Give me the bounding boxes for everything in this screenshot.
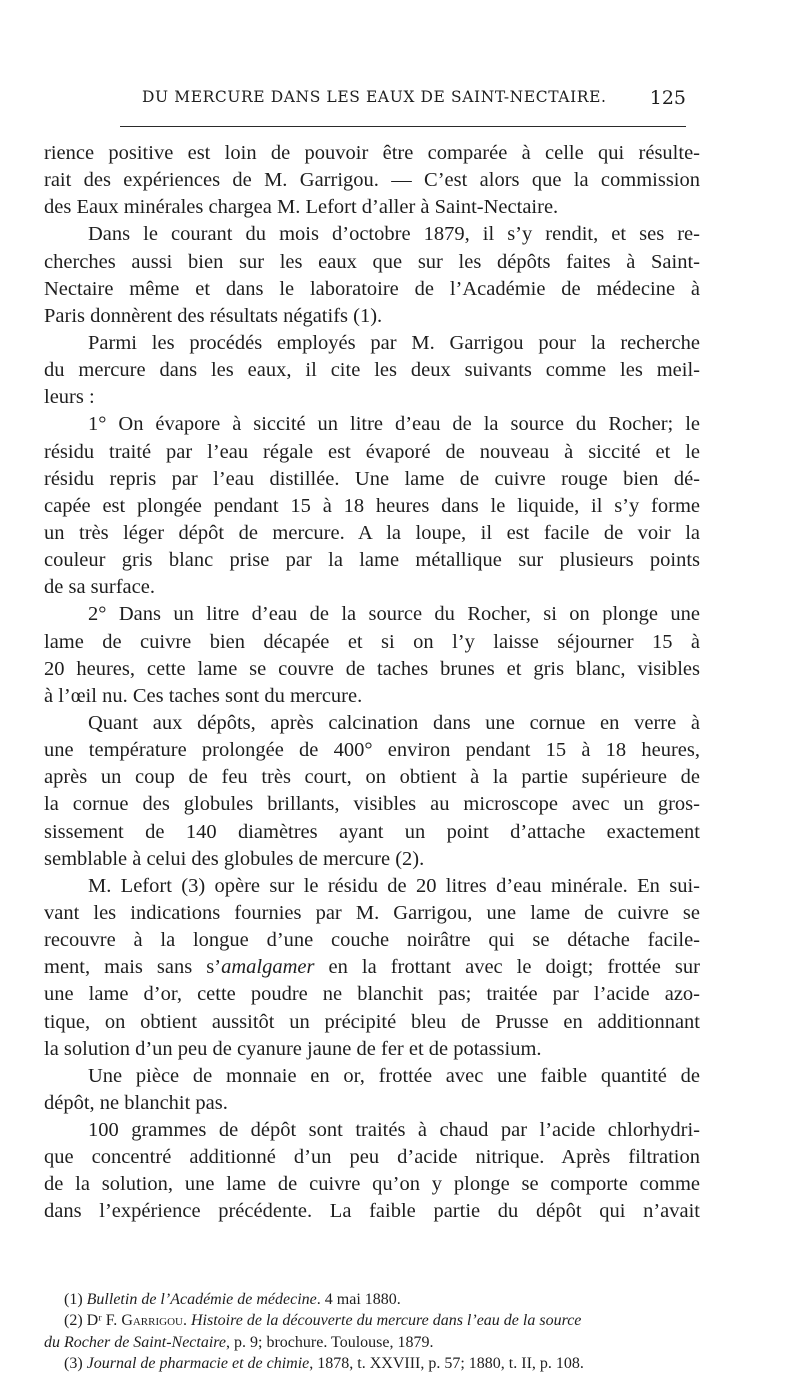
text-line: Nectaire même et dans le laboratoire de l’Académie de médecine à [44, 277, 700, 300]
text-line: Une pièce de monnaie en or, frottée avec une faible quantité de [88, 1064, 700, 1087]
text-line: capée est plongée pendant 15 à 18 heures dans le liquide, il s’y forme [44, 494, 700, 517]
text-line: recouvre à la longue d’une couche noirâtre qui se détache facile- [44, 929, 700, 952]
footnote-title: Bulletin de l’Académie de médecine [86, 1291, 317, 1308]
text-line: 2° Dans un litre d’eau de la source du Rocher, si on plonge une [88, 603, 700, 626]
text-line: résidu repris par l’eau distillée. Une lame de cuivre rouge bien dé- [44, 467, 700, 490]
footnote-author-prefix: Dʳ F. [86, 1312, 122, 1330]
footnote-2-continued [44, 1332, 700, 1353]
running-title: DU MERCURE DANS LES EAUX DE SAINT-NECTAIRE. [142, 88, 607, 106]
text-segment: en la frottant avec le doigt; frottée sur [314, 956, 700, 979]
text-line: résidu traité par l’eau régale est évaporé de nouveau à siccité et le [44, 440, 700, 463]
text-line: à l’œil nu. Ces taches sont du mercure. [44, 684, 363, 707]
text-line: que concentré additionné d’un peu d’acide nitrique. Après filtration [44, 1146, 700, 1169]
page-header [120, 88, 686, 114]
text-line: rait des expériences de M. Garrigou. — C’est alors que la commission [44, 169, 700, 192]
footnote-number: (3) [64, 1354, 87, 1372]
text-line: la solution d’un peu de cyanure jaune de fer et de potassium. [44, 1037, 542, 1060]
text-line: couleur gris blanc prise par la lame métallique sur plusieurs points [44, 549, 700, 572]
page-number: 125 [649, 87, 686, 109]
text-line: sissement de 140 diamètres ayant un point d’attache exactement [44, 820, 700, 843]
text-line: dans l’expérience précédente. La faible partie du dépôt qui n’avait [44, 1200, 700, 1223]
footnote-text: , p. 9; brochure. Toulouse, 1879. [226, 1333, 434, 1351]
text-line: semblable à celui des globules de mercure (2). [44, 847, 425, 870]
text-line: la cornue des globules brillants, visibles au microscope avec un gros- [44, 793, 700, 816]
text-line: M. Lefort (3) opère sur le résidu de 20 litres d’eau minérale. En sui- [88, 874, 700, 897]
text-line: un très léger dépôt de mercure. A la loupe, il est facile de voir la [44, 521, 700, 544]
text-line: Paris donnèrent des résultats négatifs (1). [44, 304, 383, 327]
text-line: une lame d’or, cette poudre ne blanchit pas; traitée par l’acide azo- [44, 983, 700, 1006]
text-line: leurs : [44, 386, 95, 409]
text-line: cherches aussi bien sur les eaux que sur les dépôts faites à Saint- [44, 250, 700, 273]
footnote-author: Garrigou [121, 1312, 183, 1330]
text-line: lame de cuivre bien décapée et si on l’y laisse séjourner 15 à [44, 630, 700, 653]
text-line: après un coup de feu très court, on obtient à la partie supérieure de [44, 766, 700, 789]
text-line: une température prolongée de 400° environ pendant 15 à 18 heures, [44, 739, 700, 762]
text-line: de sa surface. [44, 576, 155, 599]
text-line: Dans le courant du mois d’octobre 1879, il s’y rendit, et ses re- [88, 223, 700, 246]
text-line [44, 954, 700, 981]
footnote-number: (2) [64, 1312, 87, 1330]
footnote-text: , 1878, t. XXVIII, p. 57; 1880, t. II, p. 108. [309, 1354, 584, 1372]
text-line: tique, on obtient aussitôt un précipité bleu de Prusse en additionnant [44, 1010, 700, 1033]
body-text [44, 140, 700, 1226]
text-line: 20 heures, cette lame se couvre de taches brunes et gris blanc, visibles [44, 657, 700, 680]
footnote-text: . 4 mai 1880. [316, 1291, 401, 1308]
text-line: dépôt, ne blanchit pas. [44, 1091, 228, 1114]
footnote-title: Histoire de la découverte du mercure dans l’eau de la source [190, 1312, 582, 1330]
text-line: rience positive est loin de pouvoir être comparée à celle qui résulte- [44, 142, 700, 164]
footnote-1 [44, 1289, 700, 1310]
text-line: de la solution, une lame de cuivre qu’on y plonge se comporte comme [44, 1173, 700, 1196]
text-line: 100 grammes de dépôt sont traités à chaud par l’acide chlorhydri- [88, 1119, 700, 1142]
text-line: 1° On évapore à siccité un litre d’eau de la source du Rocher; le [88, 413, 700, 436]
text-line: Quant aux dépôts, après calcination dans une cornue en verre à [88, 711, 700, 734]
text-segment: ment, mais sans s’ [44, 956, 222, 979]
footnotes [44, 1289, 700, 1374]
footnote-title: du Rocher de Saint-Nectaire [44, 1333, 227, 1351]
footnote-title: Journal de pharmacie et de chimie [86, 1354, 310, 1372]
text-line: des Eaux minérales chargea M. Lefort d’aller à Saint-Nectaire. [44, 196, 559, 219]
footnote-2 [44, 1310, 700, 1331]
text-line: du mercure dans les eaux, il cite les deux suivants comme les meil- [44, 359, 700, 382]
header-rule [120, 126, 686, 127]
footnote-number: (1) [64, 1291, 87, 1308]
text-line: vant les indications fournies par M. Garrigou, une lame de cuivre se [44, 901, 700, 924]
footnote-separator: . [182, 1312, 191, 1330]
emphasized-word: amalgamer [221, 956, 315, 979]
text-line: Parmi les procédés employés par M. Garrigou pour la recherche [88, 331, 700, 354]
footnote-3 [44, 1353, 700, 1374]
